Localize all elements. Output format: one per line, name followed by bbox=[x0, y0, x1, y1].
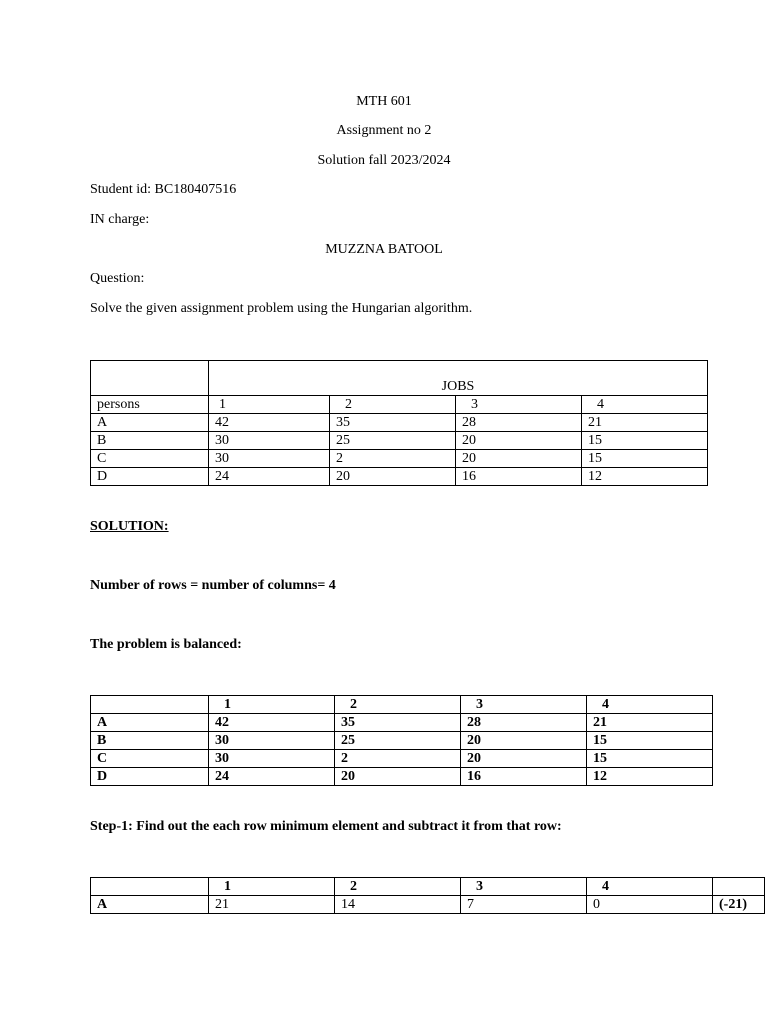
row-label: D bbox=[91, 768, 209, 786]
course-title: MTH 601 bbox=[356, 94, 412, 109]
row-label: C bbox=[91, 450, 209, 468]
instructor-name: MUZZNA BATOOL bbox=[325, 242, 443, 257]
question-label: Question: bbox=[90, 271, 145, 286]
cell: 30 bbox=[209, 750, 335, 768]
solution-heading: SOLUTION: bbox=[90, 519, 169, 534]
row-label: A bbox=[91, 414, 209, 432]
table-row bbox=[91, 750, 713, 768]
cell: 14 bbox=[335, 896, 461, 914]
table-row bbox=[91, 714, 713, 732]
table-row bbox=[91, 414, 708, 432]
cell: 21 bbox=[209, 896, 335, 914]
table-row bbox=[91, 432, 708, 450]
cell: 24 bbox=[209, 468, 330, 486]
column-header: 3 bbox=[461, 696, 587, 714]
jobs-header: JOBS bbox=[209, 361, 708, 396]
problem-table bbox=[90, 360, 708, 486]
empty-cell bbox=[713, 878, 765, 896]
student-id: Student id: BC180407516 bbox=[90, 182, 237, 197]
balanced-table bbox=[90, 695, 713, 786]
table-row bbox=[91, 768, 713, 786]
solution-title: Solution fall 2023/2024 bbox=[317, 153, 451, 168]
table-row bbox=[91, 450, 708, 468]
cell: 24 bbox=[209, 768, 335, 786]
column-header: 4 bbox=[582, 396, 708, 414]
row-label: B bbox=[91, 732, 209, 750]
table-row bbox=[91, 468, 708, 486]
cell: 16 bbox=[456, 468, 582, 486]
cell: 0 bbox=[587, 896, 713, 914]
cell: 20 bbox=[461, 750, 587, 768]
column-header: 2 bbox=[330, 396, 456, 414]
column-header: 3 bbox=[456, 396, 582, 414]
step1-table bbox=[90, 877, 765, 914]
cell: 35 bbox=[335, 714, 461, 732]
row-label: A bbox=[91, 714, 209, 732]
step1-text: Step-1: Find out the each row minimum element and subtract it from that row: bbox=[90, 819, 562, 834]
assignment-title: Assignment no 2 bbox=[336, 123, 432, 138]
cell: 12 bbox=[582, 468, 708, 486]
cell: 28 bbox=[461, 714, 587, 732]
cell: 35 bbox=[330, 414, 456, 432]
column-header: 1 bbox=[209, 696, 335, 714]
cell: 21 bbox=[587, 714, 713, 732]
row-label: D bbox=[91, 468, 209, 486]
cell: 7 bbox=[461, 896, 587, 914]
column-header: 1 bbox=[209, 878, 335, 896]
cell: 15 bbox=[582, 432, 708, 450]
cell: 25 bbox=[330, 432, 456, 450]
row-label: A bbox=[91, 896, 209, 914]
cell: 21 bbox=[582, 414, 708, 432]
rows-columns-text: Number of rows = number of columns= 4 bbox=[90, 578, 336, 593]
cell: 15 bbox=[587, 750, 713, 768]
empty-cell bbox=[91, 696, 209, 714]
row-min-note: (-21) bbox=[713, 896, 765, 914]
cell: 25 bbox=[335, 732, 461, 750]
cell: 20 bbox=[335, 768, 461, 786]
column-header: 4 bbox=[587, 696, 713, 714]
cell: 42 bbox=[209, 414, 330, 432]
cell: 42 bbox=[209, 714, 335, 732]
cell: 2 bbox=[335, 750, 461, 768]
cell: 20 bbox=[461, 732, 587, 750]
cell: 2 bbox=[330, 450, 456, 468]
cell: 30 bbox=[209, 432, 330, 450]
cell: 28 bbox=[456, 414, 582, 432]
column-header: 4 bbox=[587, 878, 713, 896]
cell: 12 bbox=[587, 768, 713, 786]
cell: 15 bbox=[587, 732, 713, 750]
empty-cell bbox=[91, 878, 209, 896]
table-row bbox=[91, 732, 713, 750]
cell: 30 bbox=[209, 450, 330, 468]
balanced-text: The problem is balanced: bbox=[90, 637, 242, 652]
row-label: C bbox=[91, 750, 209, 768]
in-charge-label: IN charge: bbox=[90, 212, 150, 227]
cell: 16 bbox=[461, 768, 587, 786]
column-header: 2 bbox=[335, 696, 461, 714]
table-row bbox=[91, 896, 765, 914]
cell: 20 bbox=[456, 432, 582, 450]
column-header: 2 bbox=[335, 878, 461, 896]
persons-header: persons bbox=[91, 396, 209, 414]
cell: 30 bbox=[209, 732, 335, 750]
column-header: 1 bbox=[209, 396, 330, 414]
row-label: B bbox=[91, 432, 209, 450]
column-header: 3 bbox=[461, 878, 587, 896]
cell: 20 bbox=[456, 450, 582, 468]
question-text: Solve the given assignment problem using the Hungarian algorithm. bbox=[90, 301, 473, 316]
empty-cell bbox=[91, 361, 209, 396]
cell: 15 bbox=[582, 450, 708, 468]
cell: 20 bbox=[330, 468, 456, 486]
